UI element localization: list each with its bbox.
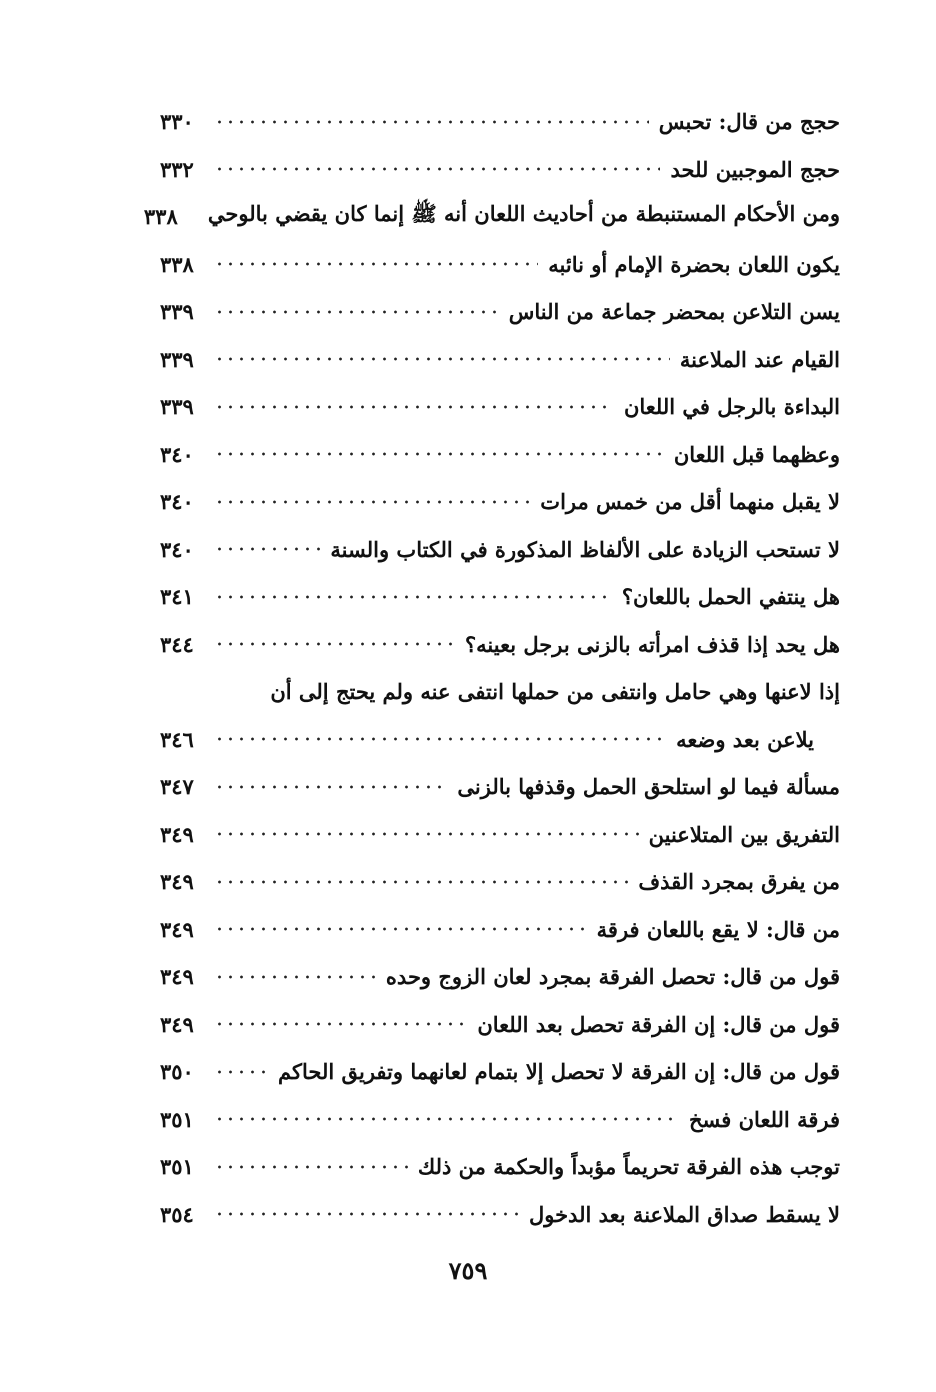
dot-leader	[214, 590, 612, 604]
toc-entry	[143, 193, 840, 241]
toc-entry-page: ٣٥١	[160, 1154, 194, 1180]
dot-leader	[214, 542, 320, 556]
dot-leader	[214, 1112, 679, 1126]
toc-entry	[160, 431, 840, 479]
toc-entry-title: من قال: لا يقع باللعان فرقة	[596, 916, 840, 942]
toc-entry	[160, 763, 840, 811]
toc-entry-title: يسن التلاعن بمحضر جماعة من الناس	[508, 299, 840, 325]
toc-entry-page: ٣٤٩	[160, 821, 194, 847]
toc-entry	[160, 288, 840, 336]
toc-entry-title: توجب هذه الفرقة تحريماً مؤبداً والحكمة من ذلك	[417, 1154, 840, 1180]
toc-entry-page: ٣٣٨	[143, 204, 178, 230]
toc-entry	[160, 98, 840, 146]
toc-entry	[160, 811, 840, 859]
toc-entry-title: إذا لاعنها وهي حامل وانتفى من حملها انتفى عنه ولم يحتج إلى أن	[270, 679, 840, 705]
toc-entry	[160, 1143, 840, 1191]
dot-leader	[214, 875, 628, 889]
toc-entry-title: لا يقبل منهما أقل من خمس مرات	[540, 489, 840, 515]
toc-entry-page: ٣٣٠	[160, 109, 194, 135]
toc-entry-page: ٣٤٠	[160, 536, 194, 562]
dot-leader	[214, 1207, 519, 1221]
dot-leader	[214, 922, 587, 936]
toc-entry-page: ٣٤٩	[160, 869, 194, 895]
dot-leader	[214, 1160, 408, 1174]
dot-leader	[214, 115, 649, 129]
toc-entry-title: البداءة بالرجل في اللعان	[623, 394, 840, 420]
toc-entry-title: مسألة فيما لو استلحق الحمل وقذفها بالزنى	[457, 774, 840, 800]
toc-entry-title: القيام عند الملاعنة	[679, 346, 840, 372]
page-number: ٧٥٩	[448, 1256, 488, 1285]
toc-entry-page: ٣٤٠	[160, 441, 194, 467]
toc-entry	[160, 336, 840, 384]
toc-entry	[160, 621, 840, 669]
toc-entry-page: ٣٤٩	[160, 916, 194, 942]
toc-entry-page: ٣٣٩	[160, 346, 194, 372]
toc-entry-page: ٣٣٢	[160, 156, 194, 182]
toc-entry-line1	[160, 668, 840, 716]
toc-entry-title: قول من قال: إن الفرقة تحصل بعد اللعان	[477, 1011, 840, 1037]
toc-entry-page: ٣٤٤	[160, 631, 194, 657]
toc-entry	[160, 573, 840, 621]
toc-entry-title: فرقة اللعان فسخ	[688, 1106, 840, 1132]
table-of-contents	[143, 98, 840, 1238]
toc-entry	[160, 146, 840, 194]
toc-entry-title: هل ينتفي الحمل باللعان؟	[621, 584, 840, 610]
toc-entry-page: ٣٥٠	[160, 1059, 194, 1085]
dot-leader	[214, 495, 530, 509]
toc-entry-title: قول من قال: تحصل الفرقة بمجرد لعان الزوج وحده	[385, 964, 840, 990]
toc-entry	[160, 1001, 840, 1049]
toc-entry-page: ٣٣٨	[160, 251, 194, 277]
toc-entry-page: ٣٤١	[160, 584, 194, 610]
dot-leader	[214, 780, 447, 794]
dot-leader	[214, 970, 376, 984]
dot-leader	[214, 637, 455, 651]
toc-entry-title: وعظهما قبل اللعان	[673, 441, 840, 467]
toc-entry-title: لا يسقط صداق الملاعنة بعد الدخول	[528, 1201, 840, 1227]
toc-entry	[160, 1096, 840, 1144]
toc-entry-title: حجج الموجبين للحد	[670, 156, 840, 182]
dot-leader	[214, 1065, 268, 1079]
dot-leader	[214, 162, 660, 176]
toc-entry	[160, 241, 840, 289]
toc-entry	[160, 858, 840, 906]
toc-entry-title-continued: يلاعن بعد وضعه	[676, 726, 814, 752]
toc-entry-page: ٣٣٩	[160, 394, 194, 420]
toc-entry	[160, 526, 840, 574]
toc-entry	[160, 1191, 840, 1239]
toc-entry-title: التفريق بين المتلاعنين	[648, 821, 840, 847]
toc-entry-title: قول من قال: إن الفرقة لا تحصل إلا بتمام لعانهما وتفريق الحاكم	[278, 1059, 840, 1085]
dot-leader	[214, 827, 639, 841]
dot-leader	[214, 257, 538, 271]
toc-entry-page: ٣٤٩	[160, 1011, 194, 1037]
toc-entry-title: يكون اللعان بحضرة الإمام أو نائبه	[548, 251, 840, 277]
toc-entry	[160, 383, 840, 431]
dot-leader	[214, 732, 666, 746]
toc-entry-title: ومن الأحكام المستنبطة من أحاديث اللعان أنه ﷺ إنما كان يقضي بالوحي	[207, 201, 840, 227]
toc-entry	[160, 906, 840, 954]
toc-entry-page: ٣٤٠	[160, 489, 194, 515]
toc-entry-title: لا تستحب الزيادة على الألفاظ المذكورة في الكتاب والسنة	[330, 536, 840, 562]
toc-entry-page: ٣٤٦	[160, 726, 194, 752]
toc-entry-title: من يفرق بمجرد القذف	[638, 869, 840, 895]
dot-leader	[214, 305, 499, 319]
toc-entry-page: ٣٥٤	[160, 1201, 194, 1227]
toc-entry	[160, 1048, 840, 1096]
toc-entry-page: ٣٤٧	[160, 774, 194, 800]
toc-entry	[160, 478, 840, 526]
toc-entry-title: هل يحد إذا قذف امرأته بالزنى برجل بعينه؟	[465, 631, 840, 657]
toc-entry-page: ٣٥١	[160, 1106, 194, 1132]
dot-leader	[214, 1017, 467, 1031]
toc-entry-page: ٣٣٩	[160, 299, 194, 325]
toc-entry-page: ٣٤٩	[160, 964, 194, 990]
toc-entry-title: حجج من قال: تحبس	[658, 109, 840, 135]
toc-entry	[160, 953, 840, 1001]
dot-leader	[214, 400, 614, 414]
toc-entry-line2	[160, 716, 840, 764]
dot-leader	[214, 352, 670, 366]
dot-leader	[214, 447, 664, 461]
